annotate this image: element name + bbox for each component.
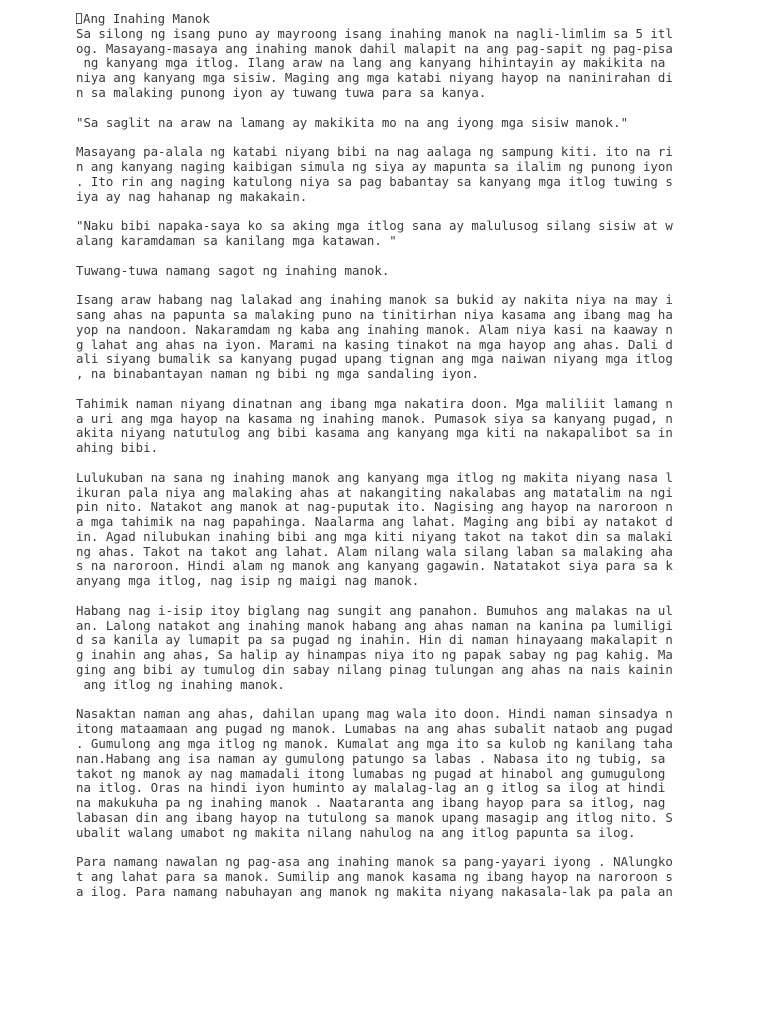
text-line: ang itlog ng inahing manok. bbox=[76, 676, 285, 692]
text-line: nan.Habang ang isa naman ay gumulong patungo sa labas . Nabasa ito ng tubig, sa bbox=[76, 750, 666, 766]
text-line: na itlog. Oras na hindi iyon huminto ay malalag-lag an g itlog sa ilog at hindi bbox=[76, 780, 666, 796]
text-line: g inahin ang ahas, Sa halip ay hinampas niya ito ng papak sabay ng pag kahig. Ma bbox=[76, 647, 673, 663]
text-line: "Naku bibi napaka-saya ko sa aking mga itlog sana ay malulusog silang sisiw at w bbox=[76, 218, 673, 234]
text-line: iya ay nag hahanap ng makakain. bbox=[76, 188, 308, 204]
document-title-line bbox=[76, 12, 748, 27]
text-line: an. Lalong natakot ang inahing manok habang ang ahas naman na kanina pa lumiligi bbox=[76, 617, 673, 633]
text-line: ahing bibi. bbox=[76, 440, 159, 456]
text-line: d sa kanila ay lumapit pa sa pugad ng inahin. Hin di naman hinayaang makalapit n bbox=[76, 632, 673, 648]
text-line: Habang nag i-isip itoy biglang nag sungit ang panahon. Bumuhos ang malakas na ul bbox=[76, 602, 673, 618]
blank-line bbox=[76, 456, 748, 471]
text-line: og. Masayang-masaya ang inahing manok dahil malapit na ang pag-sapit ng pag-pisa bbox=[76, 40, 673, 56]
blank-line bbox=[76, 589, 748, 604]
text-line: anyang mga itlog, nag isip ng maigi nag manok. bbox=[76, 573, 420, 589]
blank-line bbox=[76, 204, 748, 219]
missing-glyph-icon bbox=[76, 13, 82, 24]
text-line: ng kanyang mga itlog. Ilang araw na lang ang kanyang hihintayin ay makikita na bbox=[76, 55, 666, 71]
blank-line bbox=[76, 249, 748, 264]
blank-line bbox=[76, 278, 748, 293]
text-line: ng ahas. Takot na takot ang lahat. Alam nilang wala silang laban sa malaking aha bbox=[76, 543, 673, 559]
text-line: s na naroroon. Hindi alam ng manok ang kanyang gagawin. Natatakot siya para sa k bbox=[76, 558, 673, 574]
text-line: takot ng manok ay nag mamadali itong lumabas ng pugad at hinabol ang gumugulong bbox=[76, 765, 666, 781]
text-line: na makukuha pa ng inahing manok . Naataranta ang ibang hayop para sa itlog, nag bbox=[76, 795, 666, 811]
text-line: ubalit walang umabot ng makita nilang nahulog na ang itlog papunta sa ilog. bbox=[76, 824, 636, 840]
blank-line bbox=[76, 101, 748, 116]
text-line: akita niyang natutulog ang bibi kasama ang kanyang mga kiti na nakapalibot sa in bbox=[76, 425, 673, 441]
text-line: a ilog. Para namang nabuhayan ang manok ng makita niyang nakasala-lak pa pala an bbox=[76, 884, 673, 900]
text-line: ikuran pala niya ang malaking ahas at nakangiting nakalabas ang matatalim na ngi bbox=[76, 484, 673, 500]
text-line: a uri ang mga hayop na kasama ng inahing manok. Pumasok siya sa kanyang pugad, n bbox=[76, 410, 673, 426]
text-line: ali siyang bumalik sa kanyang pugad upang tignan ang mga naiwan niyang mga itlog bbox=[76, 351, 673, 367]
text-line: alang karamdaman sa kanilang mga katawan. " bbox=[76, 232, 397, 248]
text-line: g lahat ang ahas na iyon. Marami na kasing tinakot na mga hayop ang ahas. Dali d bbox=[76, 336, 673, 352]
blank-line bbox=[76, 841, 748, 856]
text-line: Lulukuban na sana ng inahing manok ang kanyang mga itlog ng makita niyang nasa l bbox=[76, 469, 673, 485]
text-line: niya ang kanyang mga sisiw. Maging ang mga katabi niyang hayop na naninirahan di bbox=[76, 70, 673, 86]
text-line: sang ahas na papunta sa malaking puno na tinitirhan niya kasama ang ibang mag ha bbox=[76, 306, 673, 322]
text-line: labasan din ang ibang hayop na tutulong sa manok upang masagip ang itlog nito. S bbox=[76, 810, 673, 826]
text-line: Masayang pa-alala ng katabi niyang bibi na nag aalaga ng sampung kiti. ito na ri bbox=[76, 144, 673, 160]
blank-line bbox=[76, 130, 748, 145]
blank-line bbox=[76, 382, 748, 397]
text-line: , na binabantayan naman ng bibi ng mga sandaling iyon. bbox=[76, 366, 479, 382]
text-line: ging ang bibi ay tumulog din sabay nilang pinag tulungan ang ahas na nais kainin bbox=[76, 662, 673, 678]
text-line: . Ito rin ang naging katulong niya sa pag babantay sa kanyang mga itlog tuwing s bbox=[76, 173, 673, 189]
text-line: Tuwang-tuwa namang sagot ng inahing manok. bbox=[76, 262, 390, 278]
text-line: Sa silong ng isang puno ay mayroong isang inahing manok na nagli-limlim sa 5 itl bbox=[76, 25, 673, 41]
text-line: t ang lahat para sa manok. Sumilip ang manok kasama ng ibang hayop na naroroon s bbox=[76, 869, 673, 885]
text-line: yop na nandoon. Nakaramdam ng kaba ang inahing manok. Alam niya kasi na kaaway n bbox=[76, 321, 673, 337]
text-line: n ang kanyang naging kaibigan simula ng siya ay mapunta sa ilalim ng punong iyon bbox=[76, 158, 673, 174]
text-line: itong mataamaan ang pugad ng manok. Lumabas na ang ahas subalit nataob ang pugad bbox=[76, 721, 673, 737]
text-line: Nasaktan naman ang ahas, dahilan upang mag wala ito doon. Hindi naman sinsadya n bbox=[76, 706, 673, 722]
document-title: Ang Inahing Manok bbox=[83, 11, 210, 26]
text-line: n sa malaking punong iyon ay tuwang tuwa para sa kanya. bbox=[76, 84, 487, 100]
document-body bbox=[76, 27, 748, 900]
text-line: in. Agad nilubukan inahing bibi ang mga kiti niyang takot na takot din sa malaki bbox=[76, 528, 673, 544]
text-line: Isang araw habang nag lalakad ang inahing manok sa bukid ay nakita niya na may i bbox=[76, 292, 673, 308]
text-line: a mga tahimik na nag papahinga. Naalarma ang lahat. Maging ang bibi ay natakot d bbox=[76, 514, 673, 530]
text-line: Para namang nawalan ng pag-asa ang inahing manok sa pang-yayari iyong . NAlungko bbox=[76, 854, 673, 870]
text-line: Tahimik naman niyang dinatnan ang ibang mga nakatira doon. Mga maliliit lamang n bbox=[76, 395, 673, 411]
text-line: pin nito. Natakot ang manok at nag-puputak ito. Nagising ang hayop na naroroon n bbox=[76, 499, 673, 515]
blank-line bbox=[76, 693, 748, 708]
text-line: . Gumulong ang mga itlog ng manok. Kumalat ang mga ito sa kulob ng kanilang taha bbox=[76, 736, 673, 752]
text-line: "Sa saglit na araw na lamang ay makikita mo na ang iyong mga sisiw manok." bbox=[76, 114, 629, 130]
